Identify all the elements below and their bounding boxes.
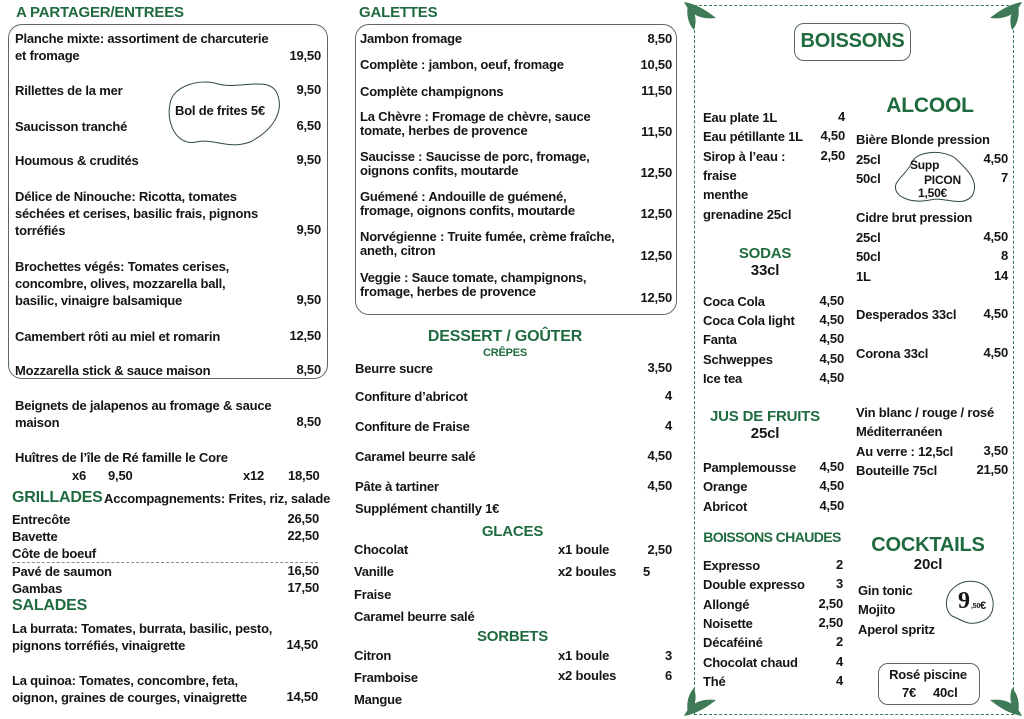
rose-piscine-price: 7€ — [902, 685, 917, 700]
chaude-item-label: Décaféiné — [703, 635, 763, 650]
oysters-price-6: 9,50 — [108, 468, 133, 483]
sorbet-qty-1: x1 boule — [558, 648, 610, 663]
picon-line2: PICON — [924, 173, 962, 187]
grillades-subtitle: Accompagnements: Frites, riz, salade — [104, 491, 331, 506]
grillade-item-label: Pavé de saumon — [12, 564, 112, 579]
galette-item-price: 8,50 — [647, 31, 672, 46]
jus-item-label: Pamplemousse — [703, 460, 796, 475]
cocktail-item: Mojito — [858, 602, 896, 617]
sorbet-price-2-price: 6 — [664, 668, 672, 683]
galette-item-price: 10,50 — [640, 57, 672, 72]
entree-item-price: 9,50 — [296, 292, 321, 307]
crepe-item-price: 4 — [664, 388, 672, 403]
crepe-item-label: Beurre sucre — [355, 361, 433, 376]
alcool-item-label: Desperados 33cl — [856, 307, 957, 322]
jus-item-price: 4,50 — [819, 498, 844, 513]
sorbets-title: SORBETS — [476, 628, 549, 645]
grillade-item-price: 16,50 — [287, 563, 319, 578]
chaude-item-label: Expresso — [703, 558, 760, 573]
alcool-item-price: 7 — [1000, 170, 1008, 185]
grillade-item-label: Bavette — [12, 529, 58, 544]
soda-item-price: 4,50 — [819, 293, 844, 308]
bol-frites-text: Bol de frites 5€ — [175, 103, 265, 118]
crepe-item-label: Confiture d’abricot — [355, 389, 468, 404]
entree-item-label: Beignets de jalapenos au fromage & sauce maison — [15, 398, 272, 430]
picon-line3: 1,50€ — [918, 186, 948, 200]
galette-item-label: Norvégienne : Truite fumée, crème fraîche, aneth, citron — [360, 229, 615, 258]
entree-item-price: 12,50 — [289, 328, 321, 343]
alcool-item-label: Vin blanc / rouge / rosé — [856, 405, 994, 420]
entree-item-price: 9,50 — [296, 222, 321, 237]
sorbet-price-1-price: 3 — [664, 648, 672, 663]
galette-item-label: Veggie : Sauce tomate, champignons, fromage, herbes de provence — [360, 270, 587, 299]
crepe-item-label: Pâte à tartiner — [355, 479, 439, 494]
alcool-item-label: Bouteille 75cl — [856, 463, 938, 478]
alcool-item-label: Bière Blonde pression — [856, 132, 990, 147]
chaude-item-price: 2 — [835, 557, 843, 572]
chaude-item-price: 2,50 — [818, 615, 843, 630]
entree-item-price: 9,50 — [296, 152, 321, 167]
jus-item-price: 4,50 — [819, 459, 844, 474]
alcool-item-price: 4,50 — [983, 151, 1008, 166]
glace-qty-2: x2 boules — [558, 564, 617, 579]
eau-item-label: Sirop à l’eau : — [703, 149, 786, 164]
jus-title: JUS DE FRUITS — [710, 408, 820, 425]
glace-item: Chocolat — [354, 542, 409, 557]
alcool-item-label: Cidre brut pression — [856, 210, 973, 225]
alcool-item-price: 14 — [993, 268, 1008, 283]
cocktails-size: 20cl — [913, 556, 943, 573]
sodas-size: 33cl — [750, 262, 780, 279]
sorbet-item: Citron — [354, 648, 392, 663]
chaude-item-price: 3 — [835, 576, 843, 591]
soda-item-price: 4,50 — [819, 351, 844, 366]
eau-item-label: Eau plate 1L — [703, 110, 778, 125]
chaude-item-price: 2,50 — [818, 596, 843, 611]
galette-item-label: Complète : jambon, oeuf, fromage — [360, 57, 564, 72]
galette-item-label: Complète champignons — [360, 84, 504, 99]
grillade-item-price: 26,50 — [287, 511, 319, 526]
cocktail-price-small: ,50 — [971, 603, 981, 610]
leaf-icon — [684, 2, 716, 30]
chaude-item-label: Double expresso — [703, 577, 805, 592]
cocktail-currency: € — [980, 600, 986, 612]
galette-item-label: Guémené : Andouille de guémené, fromage, oignons confits, moutarde — [360, 189, 575, 218]
eau-item-price: 2,50 — [820, 148, 845, 163]
crepe-item-label: Supplément chantilly 1€ — [355, 501, 500, 516]
salade-item-price: 14,50 — [286, 689, 318, 704]
soda-item-label: Coca Cola light — [703, 313, 795, 328]
alcool-item-price: 4,50 — [983, 306, 1008, 321]
grillade-item-price: 17,50 — [287, 580, 319, 595]
salade-item-label: La quinoa: Tomates, concombre, feta, oignon, graines de courges, vinaigrette — [12, 673, 247, 705]
leaf-icon — [990, 2, 1022, 30]
entree-item-label: Saucisson tranché — [15, 119, 128, 134]
cocktail-item: Gin tonic — [858, 583, 913, 598]
entree-item-price: 19,50 — [289, 48, 321, 63]
soda-item-price: 4,50 — [819, 370, 844, 385]
chaude-item-price: 4 — [835, 654, 843, 669]
cocktails-title: COCKTAILS — [871, 534, 985, 556]
alcool-item-label: 25cl — [856, 152, 881, 167]
cocktail-price-big: 9 — [958, 588, 970, 614]
crepe-item-label: Confiture de Fraise — [355, 419, 470, 434]
rose-piscine-size: 40cl — [933, 685, 958, 700]
grillade-item-label: Entrecôte — [12, 512, 71, 527]
entree-item-price: 8,50 — [296, 414, 321, 429]
chaude-item-label: Chocolat chaud — [703, 655, 798, 670]
sorbet-item: Framboise — [354, 670, 418, 685]
soda-item-label: Ice tea — [703, 371, 743, 386]
eau-item-label: fraise — [703, 168, 737, 183]
galette-item-price: 12,50 — [640, 165, 672, 180]
entree-item-label: Délice de Ninouche: Ricotta, tomates séchées et cerises, basilic frais, pignons torréfiés — [15, 189, 259, 238]
crepe-item-price: 4,50 — [647, 478, 672, 493]
leaf-icon — [684, 688, 716, 716]
galette-item-price: 11,50 — [641, 124, 672, 139]
galette-item-label: Jambon fromage — [360, 31, 462, 46]
alcool-item-label: 50cl — [856, 171, 881, 186]
alcool-item-label: Au verre : 12,5cl — [856, 444, 954, 459]
galettes-title: GALETTES — [359, 4, 438, 21]
entree-item-label: Brochettes végés: Tomates cerises, concombre, olives, mozzarella ball, basilic, vinaigre balsamique — [15, 259, 230, 308]
eau-item-price: 4,50 — [820, 128, 845, 143]
entree-item-price: 9,50 — [296, 82, 321, 97]
glace-item: Fraise — [354, 587, 392, 602]
entree-item-label: Rillettes de la mer — [15, 83, 123, 98]
oysters-qty-12: x12 — [243, 468, 265, 483]
eau-item-label: grenadine 25cl — [703, 207, 792, 222]
boissons-title: BOISSONS — [800, 30, 905, 52]
entree-item-label: Camembert rôti au miel et romarin — [15, 329, 221, 344]
soda-item-label: Coca Cola — [703, 294, 765, 309]
jus-size: 25cl — [750, 425, 780, 442]
grillade-item-label: Côte de boeuf — [12, 546, 97, 561]
picon-line1: Supp — [910, 158, 940, 172]
entree-item-price: 6,50 — [296, 118, 321, 133]
jus-item-label: Abricot — [703, 499, 748, 514]
alcool-item-price: 8 — [1000, 248, 1008, 263]
crepe-item-price: 3,50 — [647, 360, 672, 375]
glace-item: Caramel beurre salé — [354, 609, 475, 624]
eau-item-price: 4 — [837, 109, 845, 124]
grillades-title: GRILLADES — [12, 489, 103, 506]
grillade-item-price: 22,50 — [287, 528, 319, 543]
soda-item-price: 4,50 — [819, 331, 844, 346]
entrees-title: A PARTAGER/ENTREES — [16, 4, 184, 21]
eau-item-label: menthe — [703, 187, 749, 202]
galette-item-price: 11,50 — [641, 83, 672, 98]
glace-item: Vanille — [354, 564, 394, 579]
jus-item-price: 4,50 — [819, 478, 844, 493]
alcool-item-price: 4,50 — [983, 345, 1008, 360]
rose-piscine-label: Rosé piscine — [889, 667, 967, 682]
alcool-item-price: 4,50 — [983, 229, 1008, 244]
sodas-title: SODAS — [738, 245, 792, 262]
glaces-title: GLACES — [481, 523, 544, 540]
galette-item-price: 12,50 — [640, 248, 672, 263]
alcool-item-price: 21,50 — [976, 462, 1008, 477]
galette-item-label: La Chèvre : Fromage de chèvre, sauce tomate, herbes de provence — [360, 109, 591, 138]
entree-item-label: Huîtres de l’île de Ré famille le Core — [15, 450, 228, 465]
entree-item-label: Planche mixte: assortiment de charcuterie et fromage — [15, 31, 269, 63]
alcool-item-label: Méditerranéen — [856, 424, 943, 439]
oysters-price-12: 18,50 — [288, 468, 320, 483]
alcool-item-label: 1L — [856, 269, 871, 284]
cocktail-item: Aperol spritz — [858, 622, 935, 637]
grillade-item-label: Gambas — [12, 581, 63, 596]
salade-item-label: La burrata: Tomates, burrata, basilic, pesto, pignons torréfiés, vinaigrette — [12, 621, 273, 653]
soda-item-price: 4,50 — [819, 312, 844, 327]
salade-item-price: 14,50 — [286, 637, 318, 652]
galette-item-label: Saucisse : Saucisse de porc, fromage, oignons confits, moutarde — [360, 149, 590, 178]
dessert-title: DESSERT / GOÛTER — [427, 328, 583, 345]
alcool-item-price: 3,50 — [983, 443, 1008, 458]
chaude-item-price: 2 — [835, 634, 843, 649]
chaude-item-label: Thé — [703, 674, 726, 689]
soda-item-label: Fanta — [703, 332, 737, 347]
leaf-icon — [990, 688, 1022, 716]
glace-price-1-price: 2,50 — [647, 542, 672, 557]
crepe-item-price: 4 — [664, 418, 672, 433]
soda-item-label: Schweppes — [703, 352, 773, 367]
crepe-item-price: 4,50 — [647, 448, 672, 463]
oysters-qty-6: x6 — [72, 468, 87, 483]
alcool-item-label: 50cl — [856, 249, 881, 264]
chaudes-title: BOISSONS CHAUDES — [703, 529, 841, 545]
chaude-item-price: 4 — [835, 673, 843, 688]
glace-qty-1: x1 boule — [558, 542, 610, 557]
salades-title: SALADES — [12, 597, 88, 614]
entree-item-price: 8,50 — [296, 362, 321, 377]
alcool-item-label: Corona 33cl — [856, 346, 929, 361]
eau-item-label: Eau pétillante 1L — [703, 129, 803, 144]
entree-item-label: Houmous & crudités — [15, 153, 139, 168]
chaude-item-label: Allongé — [703, 597, 750, 612]
galette-item-price: 12,50 — [640, 290, 672, 305]
alcool-item-label: 25cl — [856, 230, 881, 245]
galette-item-price: 12,50 — [640, 206, 672, 221]
chaude-item-label: Noisette — [703, 616, 753, 631]
jus-item-label: Orange — [703, 479, 748, 494]
crepe-item-label: Caramel beurre salé — [355, 449, 476, 464]
sorbet-item: Mangue — [354, 692, 402, 707]
glace-price-2: 5 — [643, 564, 651, 579]
alcool-title: ALCOOL — [886, 94, 974, 117]
sorbet-qty-2: x2 boules — [558, 668, 617, 683]
crepes-title: CRÊPES — [482, 347, 528, 359]
entree-item-label: Mozzarella stick & sauce maison — [15, 363, 211, 378]
